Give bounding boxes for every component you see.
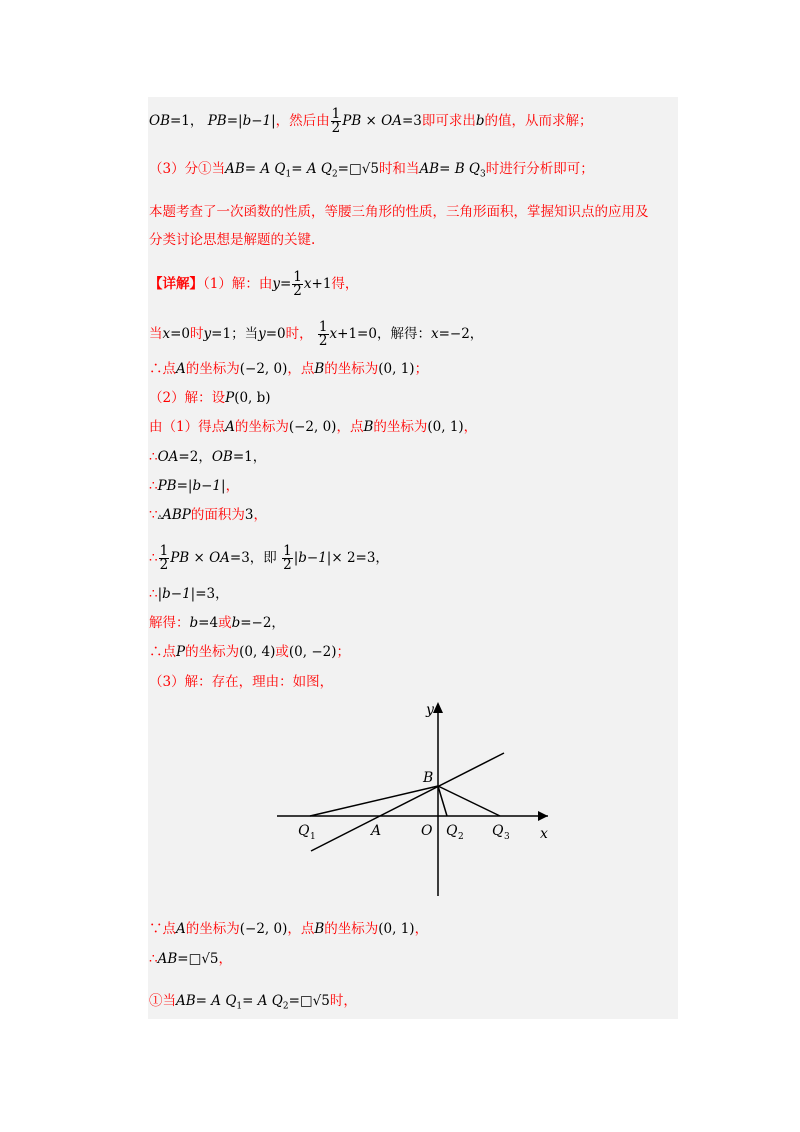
point-p1: (0, 4) [239,644,276,660]
x-axis-arrow-icon [538,811,548,821]
y-axis-arrow-icon [433,702,443,713]
x-label: x [540,826,548,842]
line-19 [149,950,232,968]
math-y: y [272,276,280,292]
text: （3）解：存在，理由：如图， [149,674,334,690]
q1-subscript: 1 [310,832,316,842]
math-eq: × 2=3， [331,550,389,566]
line-11 [149,477,239,495]
text: ； [336,644,350,660]
q2-subscript: 2 [458,832,464,842]
text: 时， [285,326,313,342]
math-eq: +1=0，解得： [337,326,431,342]
math-pboa: PB × OA [170,550,230,566]
text: （2）解：设 [149,390,226,406]
text: 时进行分析即可； [485,161,594,177]
math-x: x [303,276,312,292]
math-aq: = A Q [291,161,332,177]
line-17 [149,673,333,691]
fraction-den: 2 [318,333,328,349]
math-eq: =2， [178,449,212,465]
math-y: y [203,326,212,342]
text: ； [414,361,429,377]
text: （1）解：由 [203,276,273,292]
line-5 [149,271,358,298]
math-abs: |b−1| [187,478,226,494]
math-a: A [176,921,186,937]
point-b: (0, 1) [378,361,415,377]
fraction-num: 1 [159,543,169,559]
subscript: 2 [282,1001,289,1012]
line-13 [149,545,389,572]
text: ∵ [149,507,158,523]
fraction [292,271,303,298]
math-eq: =3，即 [229,550,277,566]
math-x: x [430,326,439,342]
math-ob: OB [211,449,233,465]
math-pboa: PB × OA [342,113,402,129]
segment-bq3 [438,786,500,816]
triangle-icon: ▵ [157,512,163,522]
fraction-den: 2 [159,557,169,573]
math-aq: = A Q [195,993,237,1009]
line-ab [311,753,504,851]
line-18 [149,920,428,938]
math-a: A [176,361,186,377]
math-oa: OA [157,449,179,465]
text: 的值，从而求解； [484,113,593,129]
text: 的坐标为 [324,921,379,937]
coordinate-figure [270,696,560,900]
text: ，点 [287,361,315,377]
text: ，点 [287,921,315,937]
math-x: x [329,326,338,342]
point-b: (0, 1) [427,419,464,435]
fraction-den: 2 [283,557,292,573]
math-eq: =0 [265,326,286,342]
q3-subscript: 3 [504,832,510,842]
subscript: 1 [236,1001,243,1012]
math-b: b [475,113,485,129]
text: ∴ [149,550,158,566]
fraction-num: 1 [331,106,341,122]
point-a: (−2, 0) [288,419,337,435]
text: ∴ [149,449,158,465]
math-a: A [225,419,235,435]
text: 时， [329,993,357,1009]
text: ， [414,921,429,937]
math-b: B [314,921,325,937]
math-p: P [225,390,235,406]
text: ∴ [149,478,158,494]
text: ∴ [149,951,158,967]
math-ob: OB [149,113,170,129]
text: 的面积为 [190,507,245,523]
math-b: b [231,615,241,631]
point-b-label: B [423,770,434,786]
point-a: (−2, 0) [239,361,288,377]
line-6 [149,321,483,348]
y-label: y [426,702,434,718]
subscript: 1 [285,169,292,180]
line-9 [149,418,477,436]
math-eq: = [279,276,292,292]
text: 时和当 [378,161,420,177]
line-7 [149,360,428,378]
point-q2-label: Q [446,823,458,839]
math-abs: |b−1| [238,113,276,129]
text: ，点 [336,419,364,435]
math-ab: AB [225,161,245,177]
math-ab: AB [176,993,196,1009]
math-eq: =−2， [240,615,285,631]
math-abp: ABP [162,507,191,523]
math-sqrt5: =□√5 [337,161,379,177]
line-2 [149,160,594,184]
fraction-num: 1 [318,319,328,335]
fraction-den: 2 [293,283,302,299]
math-eq: =1， [232,449,267,465]
origin-label: O [421,823,433,839]
text: ∵点 [149,921,176,937]
segment-bq1 [310,786,438,816]
math-abs: |b−1| [293,550,332,566]
math-bq: = B Q [439,161,480,177]
math-p: P [176,644,186,660]
math-eq: =1；当 [211,326,259,342]
math-eq: =0 [170,326,191,342]
math-eq: =−2， [438,326,484,342]
point-p2: (0, −2) [288,644,337,660]
math-aq: = A Q [244,161,286,177]
text: ∴点 [149,361,176,377]
text: 的坐标为 [234,419,289,435]
math-sqrt5: =□√5 [288,993,330,1009]
detail-tag: 【详解】 [149,276,203,292]
math-aq: = A Q [242,993,283,1009]
math-value: 3 [244,507,254,523]
text: ①当 [149,993,176,1009]
fraction-num: 1 [293,269,302,285]
line-16 [149,643,350,661]
text: 或 [275,644,289,660]
text: 的坐标为 [373,419,428,435]
text: 的坐标为 [185,921,240,937]
line-20 [149,992,357,1016]
math-b: b [189,615,199,631]
fraction [159,545,170,572]
text: ∴ [149,586,158,602]
line-14 [149,585,229,603]
line-10 [149,448,266,466]
math-y: y [258,326,266,342]
math-ab: AB [157,951,178,967]
math-pb: PB [157,478,177,494]
text: ， [225,478,240,494]
text: ， [218,951,233,967]
math-pb: PB [207,113,227,129]
point-q1-label: Q [298,823,310,839]
text: ， [463,419,478,435]
text: 的坐标为 [324,361,379,377]
fraction [318,321,329,348]
subscript: 3 [480,169,486,180]
subscript: 2 [331,169,338,180]
text: 解得： [149,615,190,631]
line-3: 本题考查了一次函数的性质，等腰三角形的性质，三角形面积，掌握知识点的应用及 [149,204,649,220]
line-8 [149,389,271,407]
math-abs: |b−1| [157,586,196,602]
point-a: (−2, 0) [239,921,288,937]
fraction [282,545,293,572]
math-eq: =3， [195,586,229,602]
math-eq: =3 [401,113,422,129]
math-ab: AB [419,161,440,177]
math-b: B [314,361,325,377]
text: 或 [218,615,232,631]
math-eq: =1， [170,113,204,129]
point-q3-label: Q [492,823,504,839]
text: 的坐标为 [185,644,240,660]
math-x: x [162,326,171,342]
point-p: (0, b) [234,390,271,406]
line-1 [149,108,593,135]
math-rest: +1 [311,276,332,292]
point-a-label: A [371,823,382,839]
math-sqrt5: =□√5 [177,951,219,967]
fraction-den: 2 [331,120,341,136]
text: 得， [331,276,359,292]
math-b: B [363,419,374,435]
line-12 [149,506,267,526]
math-eq: = [226,113,239,129]
text: （3）分①当 [149,161,226,177]
line-15 [149,614,285,632]
fraction [331,108,342,135]
text: 的坐标为 [185,361,240,377]
math-eq: = [176,478,188,494]
fraction-num: 1 [283,543,292,559]
text: 时 [190,326,204,342]
math-eq: =4 [198,615,219,631]
text: ， [253,507,267,523]
line-4: 分类讨论思想是解题的关键. [149,232,316,248]
text: 由（1）得点 [149,419,226,435]
text: 当 [149,326,163,342]
text: 即可求出 [421,113,476,129]
text: ∴点 [149,644,176,660]
point-b: (0, 1) [378,921,415,937]
text: ，然后由 [275,113,330,129]
